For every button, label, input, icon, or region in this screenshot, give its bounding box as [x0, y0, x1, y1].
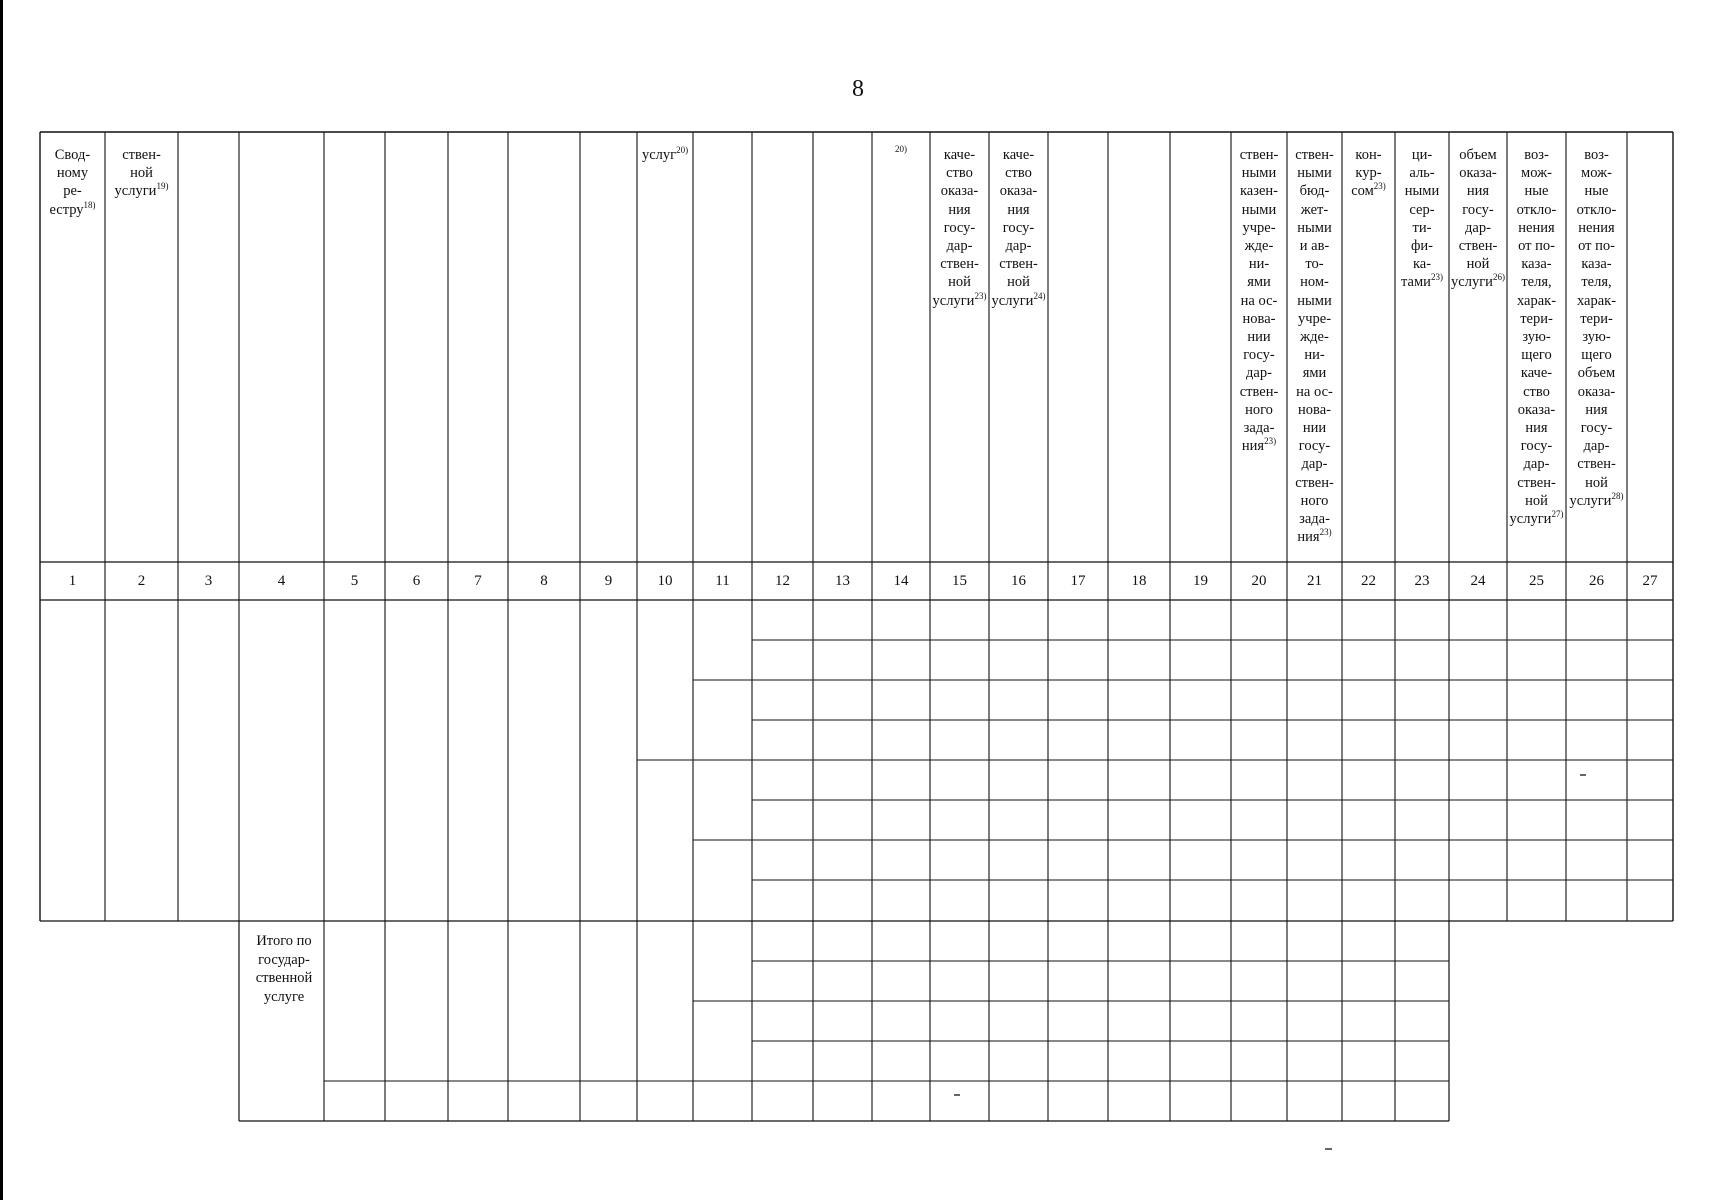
header-text: ци- аль- ными сер- ти- фи- ка- тами — [1401, 147, 1440, 291]
column-number: 2 — [137, 573, 146, 589]
column-number: 19 — [1193, 573, 1208, 589]
column-number: 16 — [1011, 573, 1026, 589]
column-number: 3 — [204, 573, 213, 589]
header-text: каче- ство оказа- ния госу- дар- ствен- ной услуги — [932, 147, 979, 309]
column-number: 9 — [604, 573, 613, 589]
header-cell-col-25 — [1507, 146, 1566, 528]
column-number: 1 — [68, 573, 77, 589]
column-number: 8 — [540, 573, 548, 589]
header-text: воз- мож- ные откло- нения от по- каза- теля, харак- тери- зую- щего объем оказа- ния госу- дар- ствен- ной услуги — [1569, 147, 1617, 509]
column-number: 14 — [893, 573, 909, 589]
header-text: ствен- ной услуги — [114, 147, 161, 200]
header-cell-col-26 — [1566, 146, 1627, 510]
column-number: 10 — [657, 573, 673, 589]
footnote-mark: 28) — [1611, 491, 1624, 502]
column-number: 21 — [1307, 573, 1322, 589]
column-number: 18 — [1131, 573, 1147, 589]
footnote-mark: 23) — [1264, 436, 1277, 447]
footnote-mark: 18) — [83, 199, 96, 210]
scan-speck — [1325, 1148, 1332, 1150]
header-cell-col-22 — [1342, 146, 1395, 201]
header-text: воз- мож- ные откло- нения от по- каза- теля, харак- тери- зую- щего каче- ство оказа- ния госу- дар- ствен- ной услуги — [1509, 147, 1557, 528]
header-text: ствен- ными бюд- жет- ными и ав- то- ном- ными учре- жде- ни- ями на ос- нова- нии госу- дар- ствен- ного зада- ния — [1295, 147, 1334, 546]
column-number: 4 — [277, 573, 286, 589]
column-number: 15 — [952, 573, 967, 589]
column-number: 20 — [1251, 573, 1267, 589]
footnote-mark: 27) — [1551, 509, 1564, 520]
column-number: 7 — [474, 573, 482, 589]
column-number: 22 — [1361, 573, 1376, 589]
footnote-mark: 20) — [895, 144, 907, 154]
header-cell-col-15 — [930, 146, 989, 310]
column-number: 5 — [350, 573, 359, 589]
footnote-mark: 23) — [974, 290, 987, 301]
header-cell-col-2 — [105, 146, 178, 201]
footnote-mark: 26) — [1492, 272, 1505, 283]
header-text: Свод- ному ре- естру — [49, 147, 91, 218]
header-text: ствен- ными казен- ными учре- жде- ни- ями на ос- нова- нии госу- дар- ствен- ного зада- ния — [1239, 147, 1279, 455]
scan-speck — [954, 1094, 960, 1096]
header-cell-col-23 — [1395, 146, 1449, 292]
header-cell-col-21 — [1287, 146, 1342, 546]
header-cell-col-10 — [637, 146, 693, 164]
header-cell-col-16 — [989, 146, 1048, 310]
column-number: 27 — [1642, 573, 1658, 589]
footnote-mark: 20) — [676, 146, 689, 156]
page-number: 8 — [852, 76, 864, 102]
column-number: 6 — [412, 573, 421, 589]
footnote-mark: 24) — [1033, 290, 1046, 301]
header-cell-col-20 — [1231, 146, 1287, 455]
column-number: 24 — [1470, 573, 1486, 589]
column-number: 23 — [1414, 573, 1430, 589]
header-cell-col-24 — [1449, 146, 1507, 292]
header-cell-col-1 — [40, 146, 105, 219]
header-text: кон- кур- сом — [1351, 147, 1382, 200]
column-number: 26 — [1589, 573, 1604, 589]
header-text: объем оказа- ния госу- дар- ствен- ной услуги — [1451, 147, 1498, 291]
scan-speck — [1580, 774, 1586, 776]
header-text: услуг — [641, 147, 677, 163]
totals-label: Итого по государ- ственной услуге — [255, 933, 313, 1005]
footnote-mark: 23) — [1373, 181, 1386, 192]
footnote-mark: 23) — [1430, 272, 1443, 283]
column-number: 12 — [775, 573, 790, 589]
footnote-mark: 23) — [1319, 527, 1332, 538]
header-text: каче- ство оказа- ния госу- дар- ствен- ной услуги — [991, 147, 1038, 309]
column-number: 25 — [1529, 573, 1544, 589]
footnote-mark: 19) — [156, 181, 169, 192]
column-number: 13 — [835, 573, 850, 589]
column-number: 17 — [1070, 573, 1086, 589]
column-number: 11 — [715, 573, 730, 589]
